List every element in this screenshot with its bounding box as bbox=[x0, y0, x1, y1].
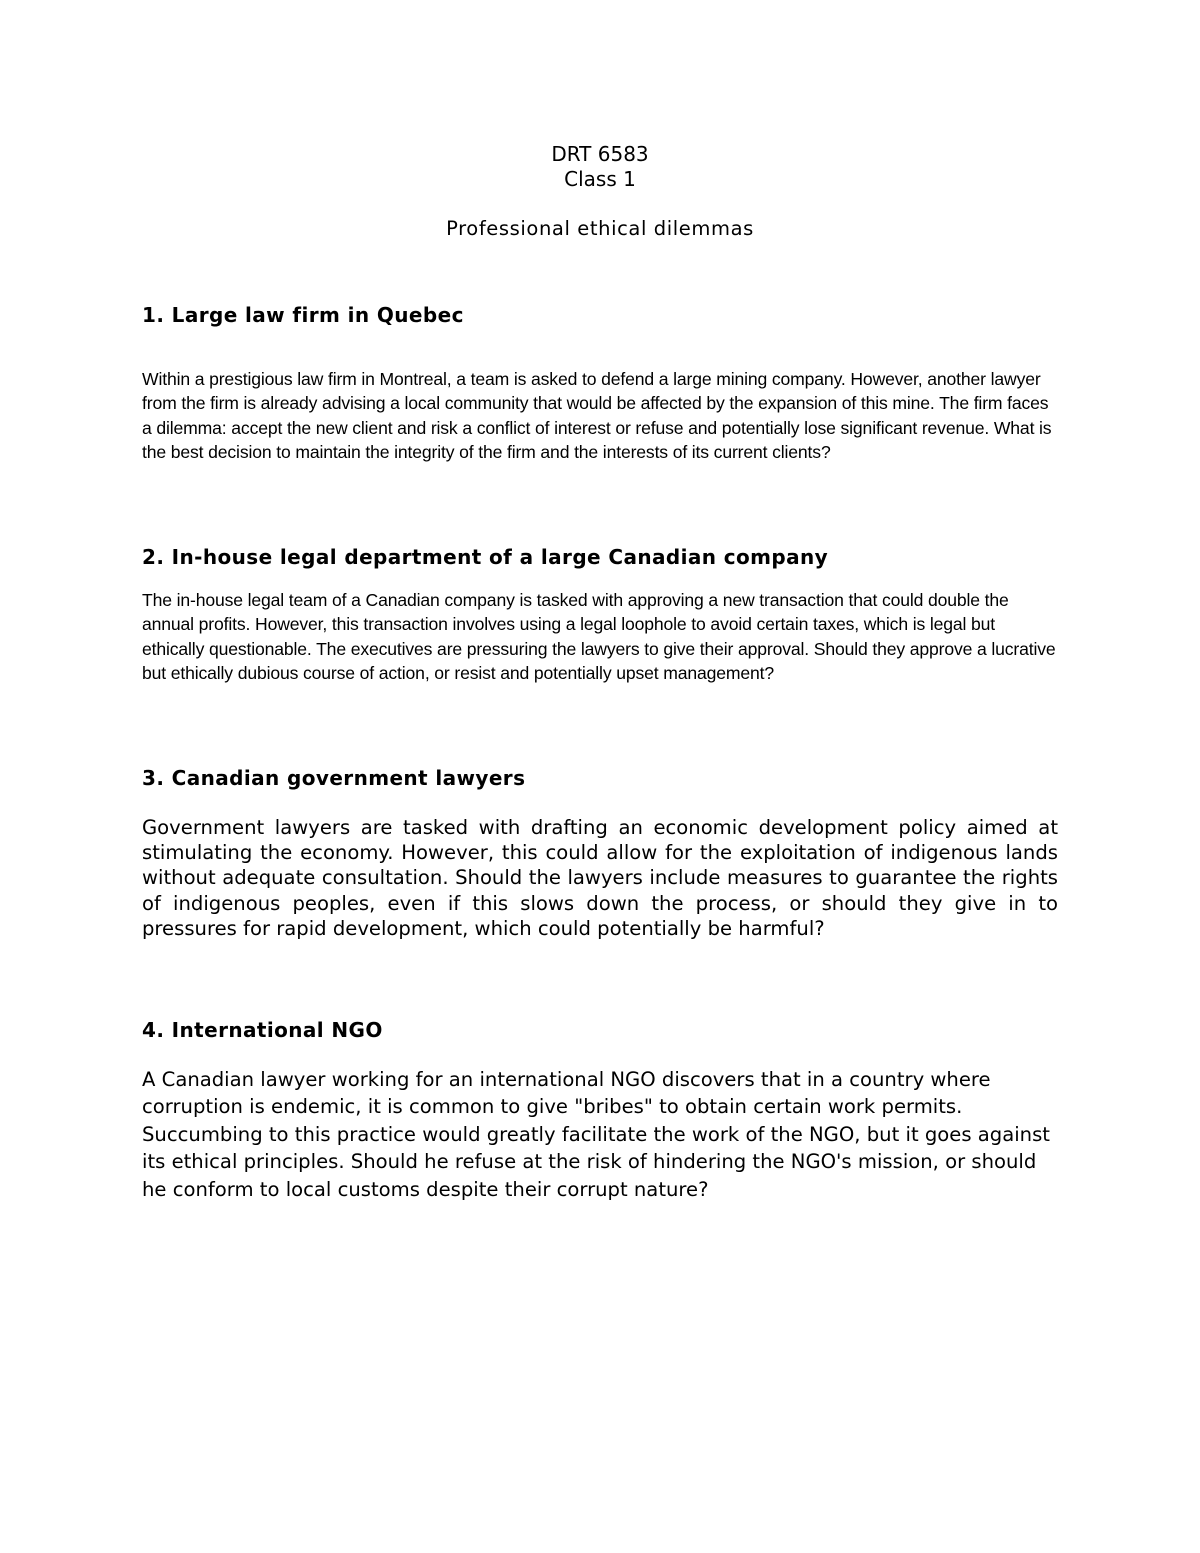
class-label: Class 1 bbox=[564, 167, 636, 191]
section-heading-in-house: 2. In-house legal department of a large Canadian company bbox=[142, 545, 829, 569]
section-heading-law-firm: 1. Large law firm in Quebec bbox=[142, 303, 464, 327]
document-title: Professional ethical dilemmas bbox=[446, 217, 754, 240]
section-body-law-firm: Within a prestigious law firm in Montreal, a team is asked to defend a large mining company. However, another lawyer from the firm is already advising a local community that would be affected by the expansion of this mine. The firm faces a dilemma: accept the new client and risk a conflict of interest or refuse and potentially lose significant revenue. What is the best decision to maintain the integrity of the firm and the interests of its current clients? bbox=[142, 369, 1052, 463]
section-body-in-house: The in-house legal team of a Canadian company is tasked with approving a new transaction that could double the annual profits. However, this transaction involves using a legal loophole to avoid certain taxes, which is legal but ethically questionable. The executives are pressuring the lawyers to give their approval. Should they approve a lucrative but ethically dubious course of action, or resist and potentially upset management? bbox=[142, 590, 1056, 684]
section-heading-government: 3. Canadian government lawyers bbox=[142, 766, 526, 790]
course-code: DRT 6583 bbox=[551, 142, 649, 166]
section-body-ngo: A Canadian lawyer working for an international NGO discovers that in a country where corruption is endemic, it is common to give "bribes" to obtain certain work permits. Succumbing to this practice would greatly facilitate the work of the NGO, but it goes against its ethical principles. Should he refuse at the risk of hindering the NGO's mission, or should he conform to local customs despite their corrupt nature? bbox=[142, 1068, 1050, 1201]
section-body-government: Government lawyers are tasked with drafting an economic development policy aimed at stimulating the economy. However, this could allow for the exploitation of indigenous lands without adequate consultation. Should the lawyers include measures to guarantee the rights of indigenous peoples, even if this slows down the process, or should they give in to pressures for rapid development, which could potentially be harmful? bbox=[142, 816, 1058, 940]
section-heading-ngo: 4. International NGO bbox=[142, 1018, 383, 1042]
